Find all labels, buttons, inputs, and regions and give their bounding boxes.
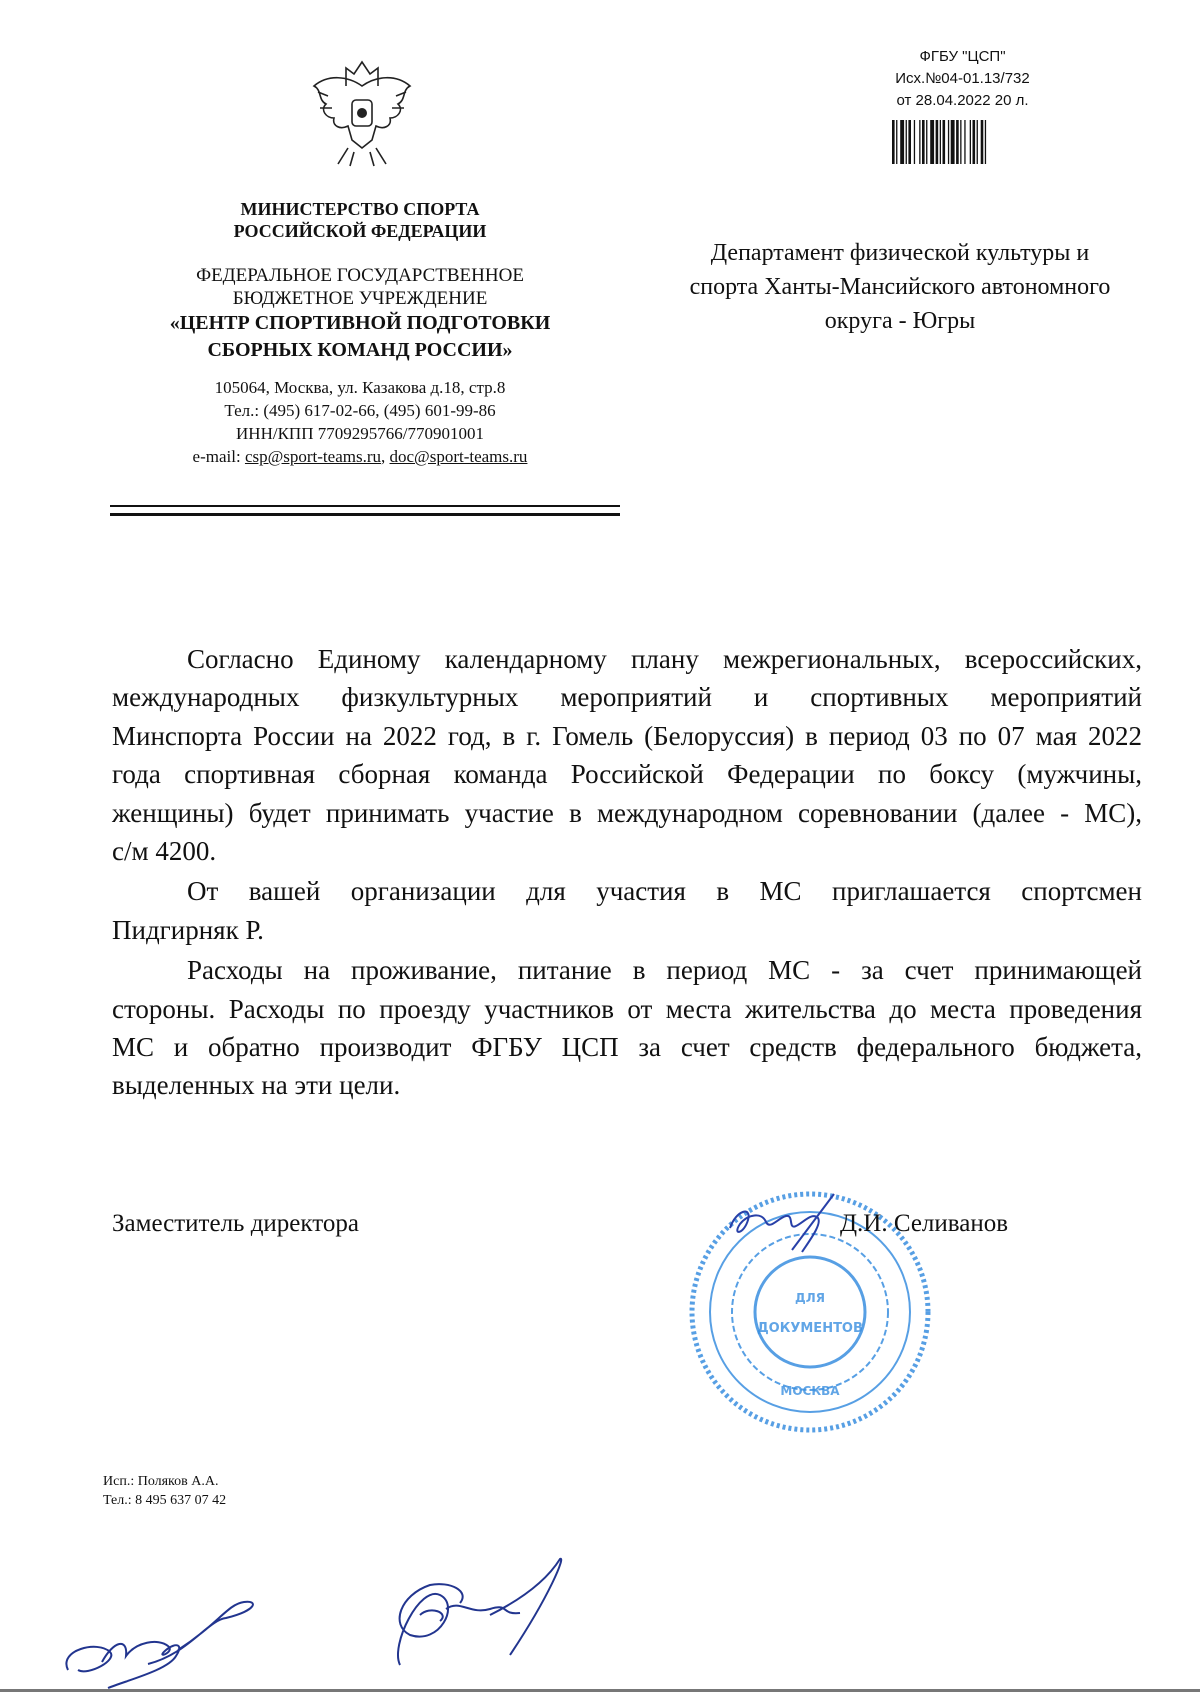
letterhead: [110, 198, 610, 468]
barcode-bar: [970, 120, 971, 164]
barcode-bar: [906, 120, 907, 164]
inn-kpp: ИНН/КПП 7709295766/770901001: [236, 424, 484, 443]
email-link-csp[interactable]: csp@sport-teams.ru: [244, 447, 381, 466]
registration-stamp: [880, 46, 1045, 112]
body-line: стороны. Расходы по проезду участников от места жительства до места проведения: [112, 993, 1142, 1024]
email-label: e-mail:: [192, 447, 245, 466]
email-line: [110, 445, 610, 468]
approval-signature: [58, 1580, 298, 1690]
barcode-bar: [948, 120, 949, 164]
barcode-bar: [973, 120, 976, 164]
barcode-bar: [951, 120, 955, 164]
director-signature: [722, 1190, 842, 1260]
body-line: с/м 4200.: [112, 836, 217, 867]
ministry-name-line: РОССИЙСКОЙ ФЕДЕРАЦИИ: [233, 221, 487, 241]
body-line: международных физкультурных мероприятий и спортивных мероприятий: [112, 682, 1142, 713]
executor-name: Исп.: Поляков А.А.: [103, 1474, 219, 1489]
ministry-name-line: МИНИСТЕРСТВО СПОРТА: [240, 199, 480, 219]
letter-body: [112, 640, 1142, 1105]
address: 105064, Москва, ул. Казакова д.18, стр.8: [214, 378, 506, 397]
addressee-line: Департамент физической культуры и: [710, 240, 1090, 266]
addressee-line: спорта Ханты-Мансийского автономного: [689, 274, 1111, 300]
institution-type-line: ФЕДЕРАЛЬНОЕ ГОСУДАРСТВЕННОЕ: [196, 265, 524, 286]
body-line: Пидгирняк Р.: [112, 914, 264, 945]
body-line: Расходы на проживание, питание в период МС - за счет принимающей: [187, 955, 1142, 986]
barcode-bar: [926, 120, 927, 164]
institution-name-line: СБОРНЫХ КОМАНД РОССИИ»: [207, 339, 513, 361]
barcode-bar: [919, 120, 920, 164]
barcode-bar: [914, 120, 915, 164]
barcode-bar: [981, 120, 984, 164]
body-line: выделенных на эти цели.: [112, 1070, 401, 1101]
barcode-bar: [960, 120, 961, 164]
addressee: [640, 236, 1160, 338]
email-separator: ,: [381, 447, 390, 466]
barcode-bar: [956, 120, 959, 164]
barcode-bar: [900, 120, 904, 164]
body-line: Минспорта России на 2022 год, в г. Гомель (Белоруссия) в период 03 по 07 мая 2022: [112, 720, 1142, 751]
addressee-line: округа - Югры: [824, 308, 976, 334]
barcode-bar: [930, 120, 934, 164]
body-line: МС и обратно производит ФГБУ ЦСП за счет средств федерального бюджета,: [112, 1032, 1142, 1063]
barcode-bar: [985, 120, 986, 164]
barcode-bar: [936, 120, 939, 164]
barcode-bar: [943, 120, 946, 164]
registration-date-pages: от 28.04.2022 20 л.: [896, 92, 1029, 109]
letterhead-double-rule: [110, 505, 620, 516]
svg-text:МОСКВА: МОСКВА: [780, 1384, 840, 1398]
email-link-doc[interactable]: doc@sport-teams.ru: [389, 447, 528, 466]
executor-phone: Тел.: 8 495 637 07 42: [103, 1493, 227, 1508]
institution-type-line: БЮДЖЕТНОЕ УЧРЕЖДЕНИЕ: [232, 288, 488, 309]
page-bottom-edge: [0, 1689, 1200, 1692]
phone: Тел.: (495) 617-02-66, (495) 601-99-86: [224, 401, 496, 420]
body-line: года спортивная сборная команда Российской Федерации по боксу (мужчины,: [112, 759, 1142, 790]
executor-info: [103, 1472, 226, 1510]
body-line: Согласно Единому календарному плану межрегиональных, всероссийских,: [187, 644, 1142, 674]
barcode-bar: [896, 120, 897, 164]
barcode-bar: [977, 120, 978, 164]
barcode-bar: [964, 120, 965, 164]
registration-number: Исх.№04-01.13/732: [895, 70, 1030, 87]
barcode-bar: [940, 120, 941, 164]
signatory-name: Д.И. Селиванов: [840, 1210, 1009, 1237]
body-line: От вашей организации для участия в МС приглашается спортсмен: [187, 876, 1142, 907]
registration-org: ФГБУ "ЦСП": [919, 48, 1006, 65]
signatory-role: Заместитель директора: [112, 1210, 359, 1237]
barcode-bar: [922, 120, 925, 164]
approval-signature: [380, 1555, 580, 1675]
svg-text:ДЛЯ: ДЛЯ: [795, 1291, 825, 1305]
barcode-bar: [908, 120, 911, 164]
barcode: [892, 120, 1037, 164]
institution-name-line: «ЦЕНТР СПОРТИВНОЙ ПОДГОТОВКИ: [169, 312, 551, 334]
barcode-bar: [892, 120, 895, 164]
coat-of-arms-emblem: [308, 56, 416, 170]
body-line: женщины) будет принимать участие в международном соревновании (далее - МС),: [112, 797, 1142, 828]
svg-text:ДОКУМЕНТОВ: ДОКУМЕНТОВ: [757, 1321, 863, 1336]
